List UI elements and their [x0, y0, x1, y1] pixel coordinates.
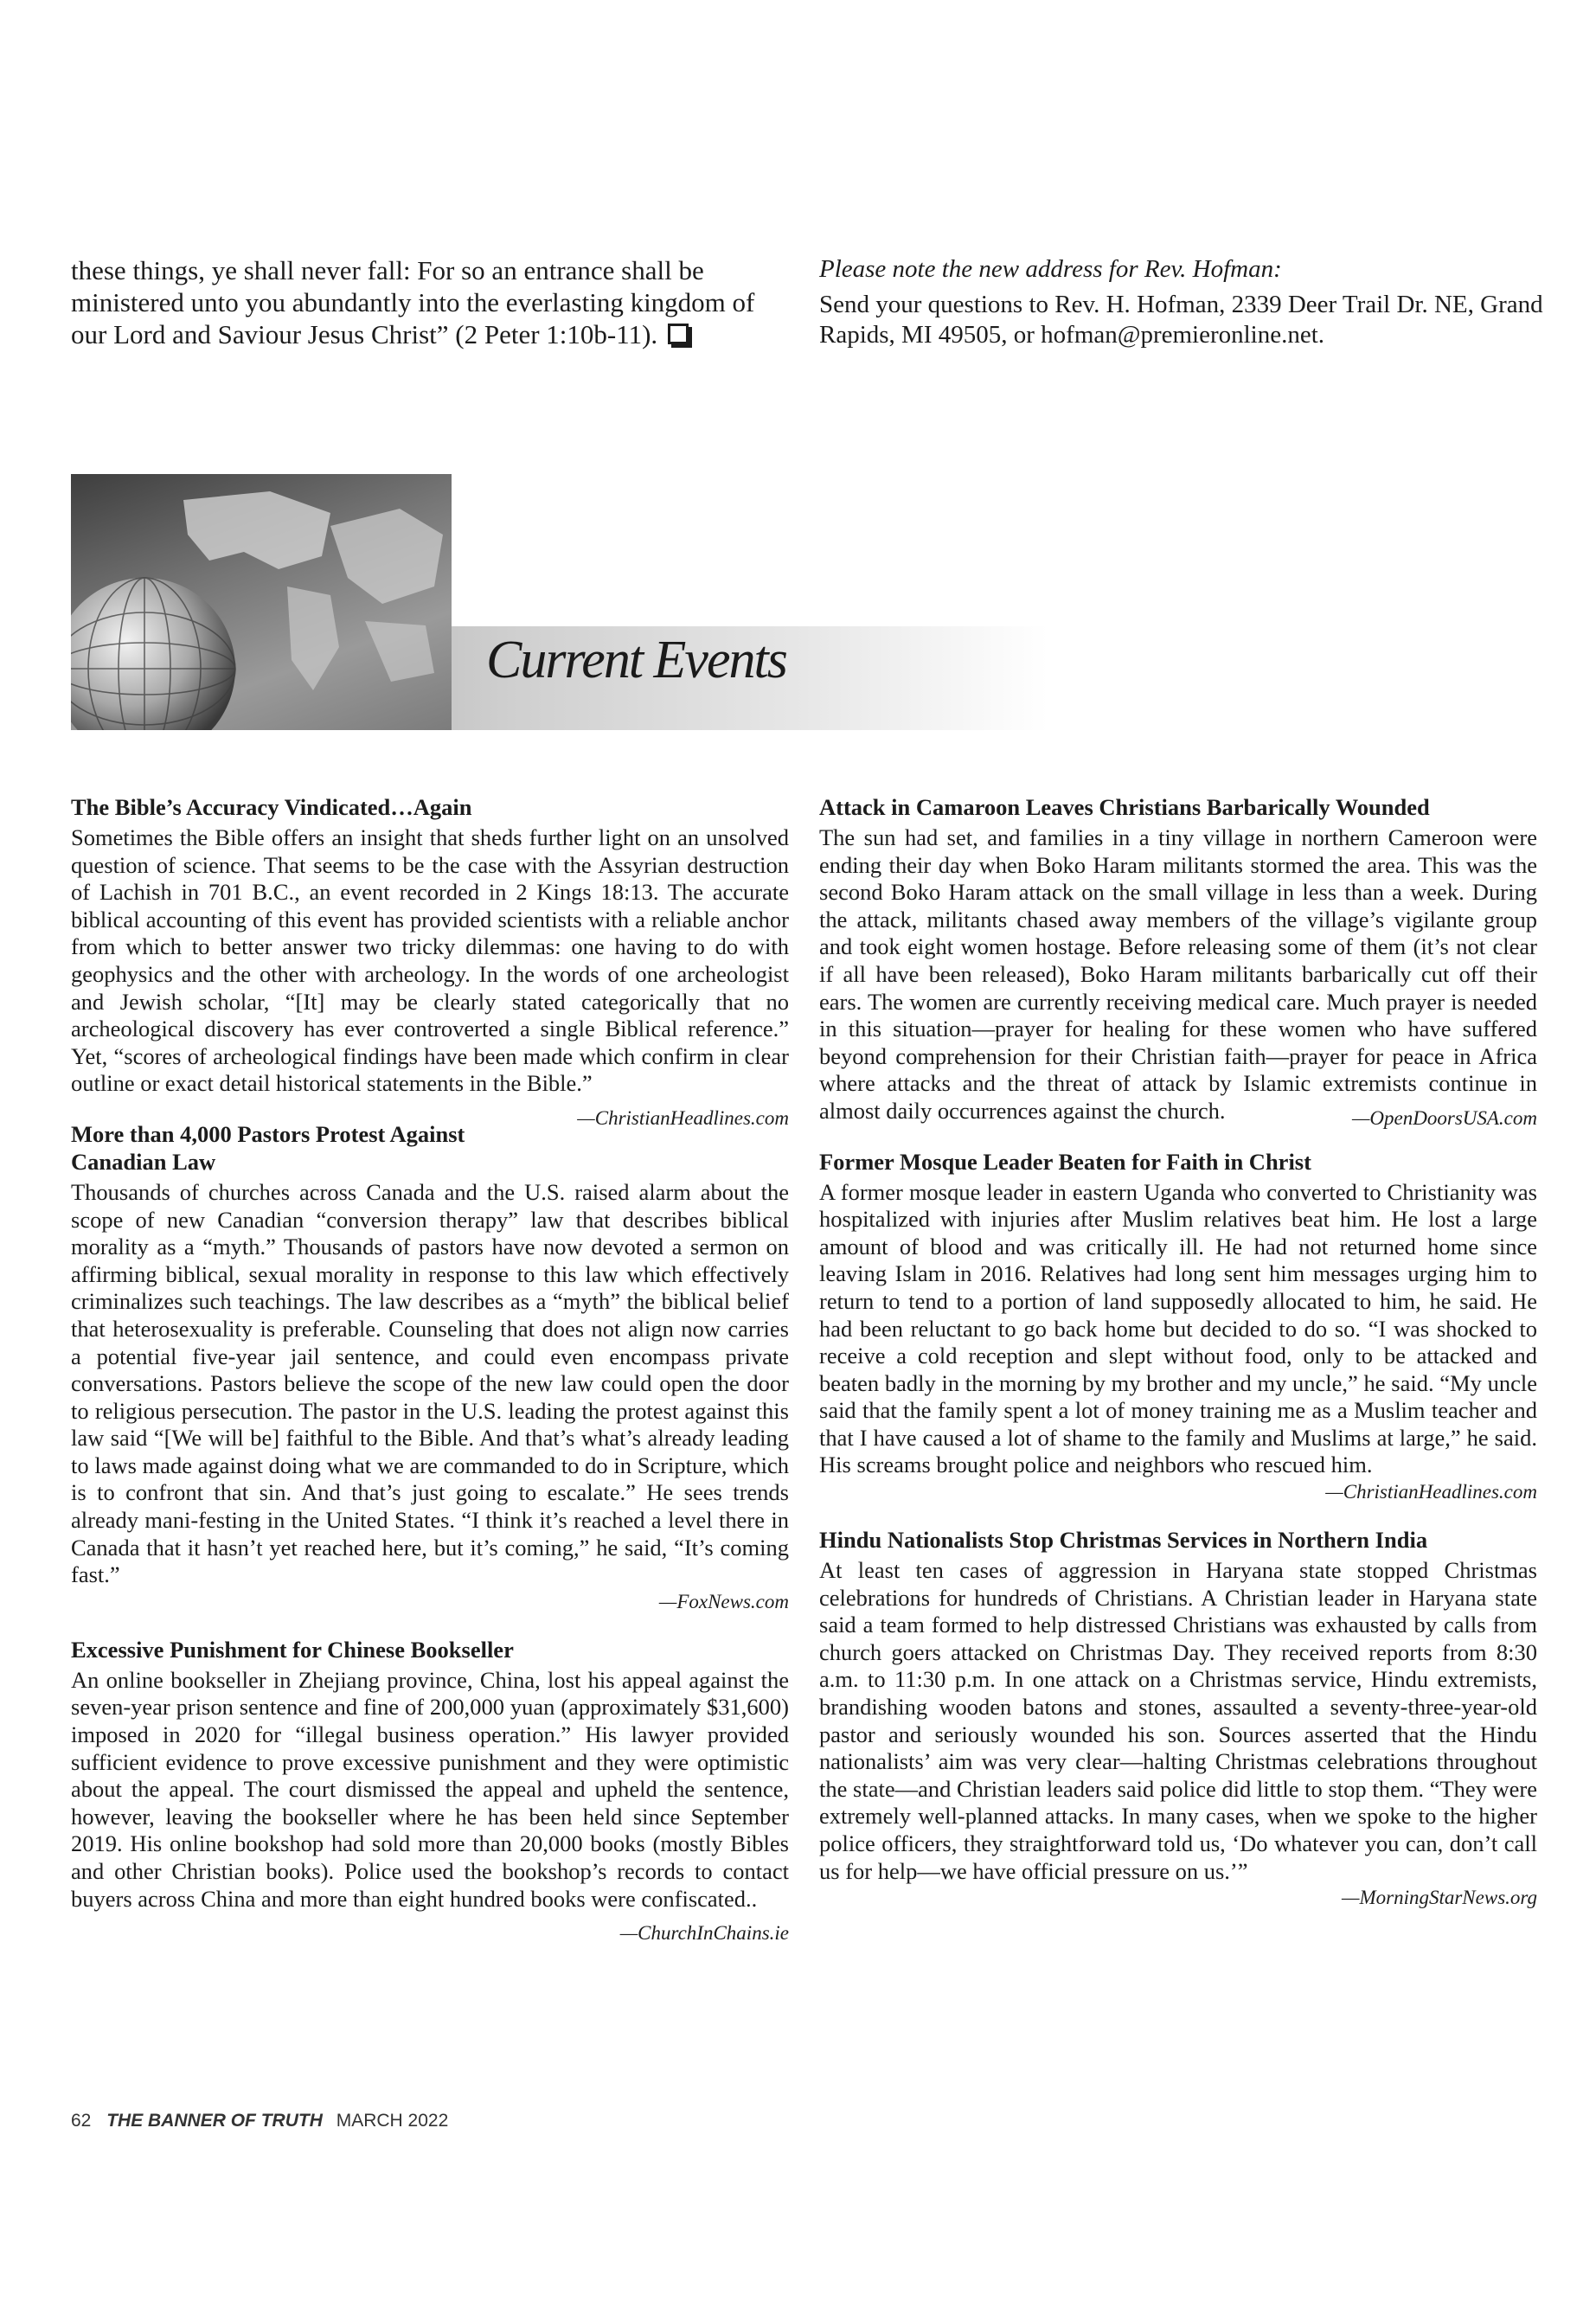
article-headline: The Bible’s Accuracy Vindicated…Again: [71, 794, 472, 820]
article-body: Thousands of churches across Canada and the U.S. raised alarm about the scope of new Canadian “conversion therapy” law that describes biblical morality as a “myth.” Thousands of pastors have now devoted a sermon on affirming biblical, sexual morality in response to this law which effectively criminalizes such teachings. The law describes as a “myth” the biblical belief that heterosexuality is preferable. Counseling that does not align now carries a potential five-year jail sentence, and could even encompass private conversations. Pastors believe the scope of the new law could open the door to religious persecution. The pastor in the U.S. leading the protest against this law said “[We will be] faithful to the Bible. And that’s what’s already leading to laws made against doing what we are commanded to do in Scripture, which is to confront that sin. And that’s just going to escalate.” He sees trends already mani-festing in the United States. “I think it’s reached a level there in Canada that it hasn’t yet reached here, but it’s coming,” he said, “It’s coming fast.”: [71, 1178, 789, 1588]
article-body: [71, 1666, 789, 1945]
news-article: [819, 1526, 1537, 1909]
address-note-heading: Please note the new address for Rev. Hofman:: [819, 255, 1282, 283]
address-text: Send your questions to Rev. H. Hofman, 2339 Deer Trail Dr. NE, Grand Rapids, MI 49505, or hofman@premieronline.net.: [819, 291, 1543, 349]
article-source: —FoxNews.com: [658, 1590, 789, 1612]
section-title: Current Events: [486, 631, 786, 689]
news-article: [71, 1120, 789, 1613]
article-source: —OpenDoorsUSA.com: [1351, 1106, 1537, 1129]
address-note: [819, 254, 1546, 350]
page-number: 62: [71, 2111, 92, 2131]
world-map-image: [71, 474, 452, 730]
verse-continuation: [71, 254, 763, 350]
news-article: [71, 1636, 789, 1945]
article-text: An online bookseller in Zhejiang province, China, lost his appeal against the seven-year prison sentence and fine of 200,000 yuan (approximately $31,600) imposed in 2020 for “illegal business operation.” His lawyer provided sufficient evidence to prove excessive punishment and they were optimistic about the appeal. The court dismissed the appeal and upheld the sentence, however, leaving the bookseller where he has been held since September 2019. His online bookshop had sold more than 20,000 books (mostly Bibles and other Christian books). Police used the bookshop’s records to contact buyers across China and more than eight hundred books were confiscated..: [71, 1666, 789, 1912]
article-body: [71, 824, 789, 1129]
article-source: —ChristianHeadlines.com: [577, 1106, 789, 1129]
news-article: [819, 793, 1537, 1129]
article-headline: Hindu Nationalists Stop Christmas Services in Northern India: [819, 1527, 1428, 1554]
issue-date: MARCH 2022: [336, 2111, 449, 2131]
article-text: Sometimes the Bible offers an insight that sheds further light on an unsolved question of science. That seems to be the case with the Assyrian destruction of Lachish in 701 B.C., an event recorded in 2 Kings 18:13. The accurate biblical accounting of this event has provided scientists with a reliable anchor from which to better answer two tricky dilemmas: one having to do with geophysics and the other with archeology. In the words of one archeologist and Jewish scholar, “[It] may be clearly stated categorically that no archeological discovery has ever controverted a single Biblical reference.” Yet, “scores of archeological findings have been made which confirm in clear outline or exact detail historical statements in the Bible.”: [71, 824, 789, 1097]
left-column: [71, 793, 789, 1947]
article-source: —MorningStarNews.org: [1342, 1887, 1537, 1909]
article-headline: Excessive Punishment for Chinese Bookseller: [71, 1636, 514, 1663]
article-source: —ChristianHeadlines.com: [1325, 1481, 1537, 1503]
magazine-title: THE BANNER OF TRUTH: [106, 2111, 323, 2131]
article-headline: More than 4,000 Pastors Protest Against Canadian Law: [71, 1120, 465, 1175]
globe-icon: [71, 578, 235, 730]
article-source: —ChurchInChains.ie: [619, 1922, 789, 1945]
article-body: At least ten cases of aggression in Haryana state stopped Christmas celebrations for hundreds of Christians. A Christian leader in Haryana state said a team formed to help distressed Christians was exhausted by calls from church goers attacked on Christmas Day. They received reports from 8:30 a.m. to 11:30 p.m. In one attack on a Christmas service, Hindu extremists, brandishing wooden batons and stones, assaulted a seventy-three-year-old pastor and seriously wounded his son. Sources asserted that the Hindu nationalists’ aim was very clear—halting Christmas celebrations throughout the state—and Christian leaders said police did little to stop them. “They were extremely well-planned attacks. In many cases, when we spoke to the higher police officers, they straightforward told us, ‘Do whatever you can, don’t call us for help—we have official pressure on us.’”: [819, 1557, 1537, 1884]
section-banner: [71, 474, 1048, 730]
article-headline: Attack in Camaroon Leaves Christians Barbarically Wounded: [819, 794, 1430, 820]
article-body: A former mosque leader in eastern Uganda who converted to Christianity was hospitalized with injuries after Muslim relatives beat him. He lost a large amount of blood and was critically ill. He had not returned home since leaving Islam in 2016. Relatives had long sent him messages urging him to return to tend to a portion of land supposedly allocated to him, he said. He had been reluctant to go back home but decided to do so. “I was shocked to receive a cold reception and slept without food, only to be attacked and beaten badly in the morning by my brother and my uncle,” he said. “My uncle said that the family spent a lot of money training me as a Muslim teacher and that I have caused a lot of shame to the family and Muslims at large,” he said. His screams brought police and neighbors who rescued him.: [819, 1178, 1537, 1478]
article-text: The sun had set, and families in a tiny village in northern Cameroon were ending their day when Boko Haram militants stormed the area. This was the second Boko Haram attack on the small village in less than a week. During the attack, militants chased away members of the village’s vigilante group and took eight women hostage. Before releasing some of them (it’s not clear if all have been released), Boko Haram militants barbarically cut off their ears. The women are currently receiving medical care. Much prayer is needed in this situation—prayer for healing for these women who have suffered beyond comprehension for their Christian faith—prayer for peace in Africa where attacks and the threat of attack by Islamic extremists continue in almost daily occurrences against the church.: [819, 824, 1537, 1124]
verse-text: these things, ye shall never fall: For so an entrance shall be ministered unto you abundantly into the everlasting kingdom of our Lord and Saviour Jesus Christ” (2 Peter 1:10b-11).: [71, 255, 755, 349]
article-headline: Former Mosque Leader Beaten for Faith in Christ: [819, 1148, 1311, 1175]
right-column: [819, 793, 1537, 1932]
page-footer: [71, 2111, 448, 2131]
news-article: [819, 1148, 1537, 1504]
article-body: [819, 824, 1537, 1129]
news-article: [71, 793, 789, 1129]
end-mark-icon: [668, 324, 689, 344]
